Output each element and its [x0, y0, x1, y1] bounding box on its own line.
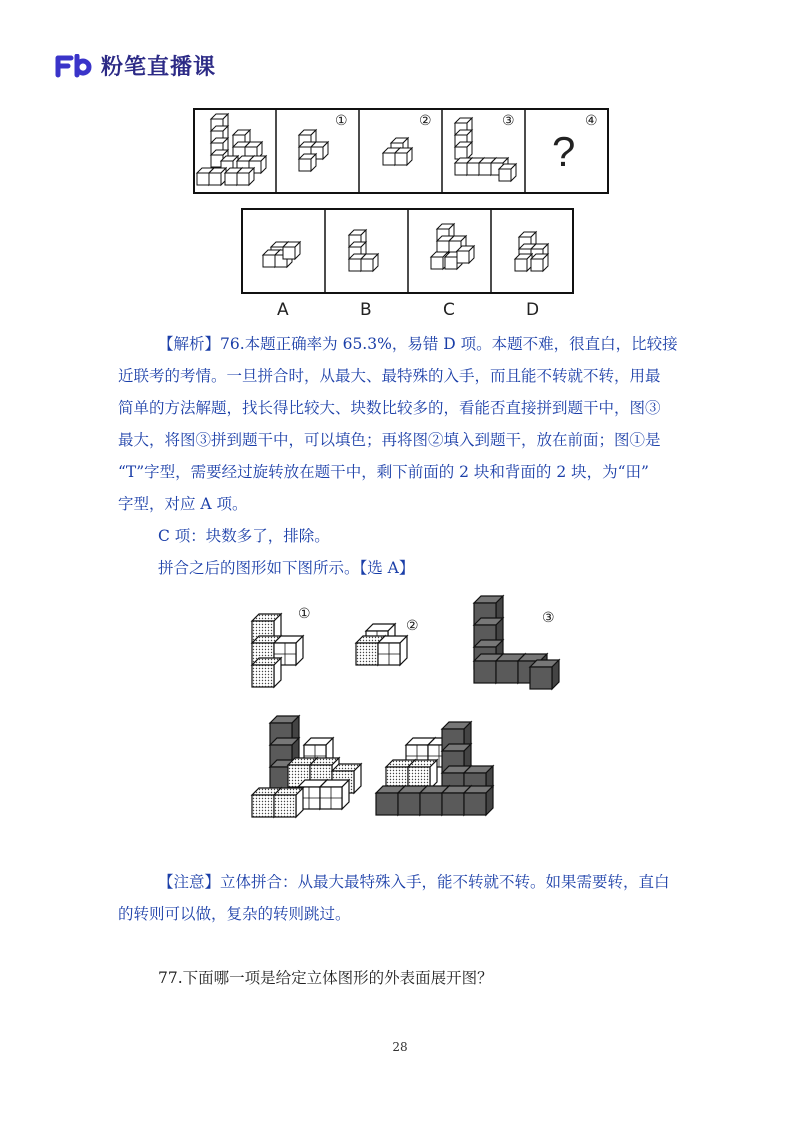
combined-right: [376, 722, 493, 815]
explanation-line-2: 近联考的考情。一旦拼合时，从最大、最特殊的入手，而且能不转就不转，用最: [118, 367, 661, 385]
brand-name: 粉笔直播课: [101, 55, 217, 80]
circled-label-3: ③: [502, 113, 515, 129]
answer-piece-1: [252, 614, 303, 687]
option-d-label: D: [526, 300, 540, 320]
page-number: 28: [392, 1040, 408, 1054]
circled-label-1: ①: [335, 113, 348, 129]
explanation-line-5: “T”字型，需要经过旋转放在题干中，剩下前面的 2 块和背面的 2 块，为“田”: [118, 463, 649, 481]
answer-label-1: ①: [298, 606, 311, 622]
option-b-label: B: [360, 300, 372, 320]
result-line: 拼合之后的图形如下图所示。【选 A】: [158, 559, 415, 577]
next-question: 77.下面哪一项是给定立体图形的外表面展开图？: [158, 969, 493, 987]
question-mark: ?: [552, 128, 576, 175]
options-figure: [241, 208, 574, 318]
option-a-label: A: [277, 300, 289, 320]
brand-logo: [55, 50, 216, 81]
answer-piece-2: [356, 624, 407, 665]
answer-figure: [240, 592, 570, 832]
circled-label-2: ②: [419, 113, 432, 129]
option-c-note: C 项：块数多了，排除。: [158, 527, 330, 545]
note-line-2: 的转则可以做，复杂的转则跳过。: [118, 905, 351, 923]
question-stem-figure: [193, 108, 609, 194]
circled-label-4: ④: [585, 113, 598, 129]
answer-label-2: ②: [406, 618, 419, 634]
option-c-label: C: [443, 300, 455, 320]
answer-label-3: ③: [542, 610, 555, 626]
explanation-line-1: 【解析】76.本题正确率为 65.3%，易错 D 项。本题不难，很直白，比较接: [158, 335, 678, 353]
explanation-line-6: 字型，对应 A 项。: [118, 495, 248, 513]
fb-logo-icon: [55, 54, 95, 78]
explanation-line-4: 最大，将图③拼到题干中，可以填色；再将图②填入到题干，放在前面；图①是: [118, 431, 661, 449]
combined-left: [252, 716, 361, 817]
note-line-1: 【注意】立体拼合：从最大最特殊入手，能不转就不转。如果需要转，直白: [158, 873, 670, 891]
explanation-line-3: 简单的方法解题，找长得比较大、块数比较多的，看能否直接拼到题干中，图③: [118, 399, 661, 417]
